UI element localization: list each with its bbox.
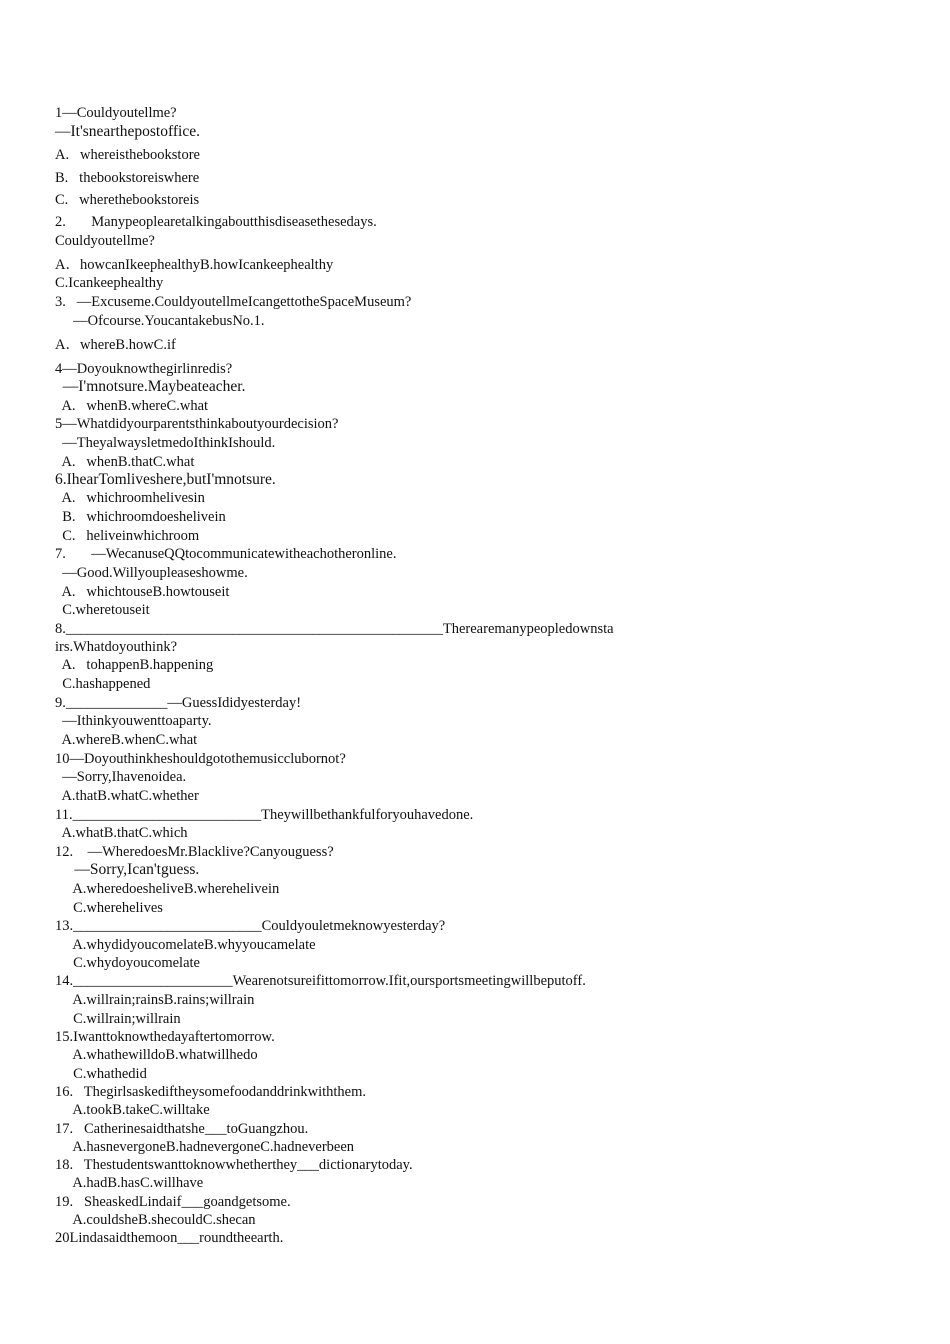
q12-option-c: C.wherehelives bbox=[55, 900, 163, 916]
q5-options: A. whenB.thatC.what bbox=[55, 454, 195, 470]
q6-option-c: C. heliveinwhichroom bbox=[55, 528, 200, 544]
q11-options: A.whatB.thatC.which bbox=[55, 825, 188, 841]
q8-options-ab: A. tohappenB.happening bbox=[55, 657, 214, 673]
q6-question: 6.IhearTomliveshere,butI'mnotsure. bbox=[55, 471, 276, 488]
q13-option-c: C.whydoyoucomelate bbox=[55, 955, 200, 971]
q2-question-cont: Couldyoutellme? bbox=[55, 233, 155, 249]
q16-options: A.tookB.takeC.willtake bbox=[55, 1102, 210, 1118]
q19-question: 19. SheaskedLindaif___goandgetsome. bbox=[55, 1194, 291, 1210]
q12-reply: —Sorry,Ican'tguess. bbox=[55, 861, 200, 878]
q3-question: 3. —Excuseme.CouldyoutellmeIcangettotheSpaceMuseum? bbox=[55, 294, 412, 310]
q1-option-b: B. thebookstoreiswhere bbox=[55, 170, 200, 186]
q13-options-ab: A.whydidyoucomelateB.whyyoucamelate bbox=[55, 937, 316, 953]
q17-question: 17. Catherinesaidthatshe___toGuangzhou. bbox=[55, 1121, 309, 1137]
q2-options-ab: A．howcanIkeephealthyB.howIcankeephealthy bbox=[55, 257, 334, 273]
q8-option-c: C.hashappened bbox=[55, 676, 151, 692]
q14-option-c: C.willrain;willrain bbox=[55, 1011, 181, 1027]
q9-question: 9.______________—GuessIdidyesterday! bbox=[55, 695, 302, 711]
q20-question: 20Lindasaidthemoon___roundtheearth. bbox=[55, 1230, 284, 1246]
q18-question: 18. Thestudentswanttoknowwhetherthey___dictionarytoday. bbox=[55, 1157, 413, 1173]
q10-question: 10—Doyouthinkheshouldgotothemusicclubornot? bbox=[55, 751, 346, 767]
q13-question: 13.__________________________Couldyouletmeknowyesterday? bbox=[55, 918, 446, 934]
q5-question: 5—Whatdidyourparentsthinkaboutyourdecision? bbox=[55, 416, 339, 432]
q11-question: 11.__________________________Theywillbethankfulforyouhavedone. bbox=[55, 807, 474, 823]
q8-question: 8.____________________________________________________Therearemanypeopledownsta bbox=[55, 621, 614, 637]
q6-option-a: A. whichroomhelivesin bbox=[55, 490, 205, 506]
q16-question: 16. Thegirlsaskediftheysomefoodanddrinkwiththem. bbox=[55, 1084, 367, 1100]
q5-reply: —TheyalwaysletmedoIthinkIshould. bbox=[55, 435, 276, 451]
q7-reply: —Good.Willyoupleaseshowme. bbox=[55, 565, 248, 581]
q9-options: A.whereB.whenC.what bbox=[55, 732, 198, 748]
q1-question: 1—Couldyoutellme? bbox=[55, 105, 177, 121]
q12-question: 12. —WheredoesMr.Blacklive?Canyouguess? bbox=[55, 844, 334, 860]
q8-question-cont: irs.Whatdoyouthink? bbox=[55, 639, 178, 655]
q2-option-c: C.Icankeephealthy bbox=[55, 275, 164, 291]
q18-options: A.hadB.hasC.willhave bbox=[55, 1175, 204, 1191]
q4-reply: —I'mnotsure.Maybeateacher. bbox=[55, 378, 246, 395]
q1-answer-line: —It'snearthepostoffice. bbox=[55, 123, 200, 140]
q7-question: 7. —WecanuseQQtocommunicatewitheachotheronline. bbox=[55, 546, 397, 562]
q17-options: A.hasnevergoneB.hadnevergoneC.hadneverbeen bbox=[55, 1139, 355, 1155]
q15-question: 15.Iwanttoknowthedayaftertomorrow. bbox=[55, 1029, 275, 1045]
q14-question: 14.______________________Wearenotsureifittomorrow.Ifit,oursportsmeetingwillbeputoff. bbox=[55, 973, 586, 989]
q14-options-ab: A.willrain;rainsB.rains;willrain bbox=[55, 992, 255, 1008]
q12-options-ab: A.wheredoesheliveB.wherehelivein bbox=[55, 881, 280, 897]
q10-options: A.thatB.whatC.whether bbox=[55, 788, 199, 804]
q4-options: A. whenB.whereC.what bbox=[55, 398, 209, 414]
q6-option-b: B. whichroomdoeshelivein bbox=[55, 509, 226, 525]
q7-option-c: C.wheretouseit bbox=[55, 602, 150, 618]
q10-reply: —Sorry,Ihavenoidea. bbox=[55, 769, 187, 785]
q2-question: 2. Manypeoplearetalkingaboutthisdiseasethesedays. bbox=[55, 214, 377, 230]
q15-option-c: C.whathedid bbox=[55, 1066, 147, 1082]
q7-options-ab: A. whichtouseB.howtouseit bbox=[55, 584, 230, 600]
q3-options: A．whereB.howC.if bbox=[55, 337, 176, 353]
q4-question: 4—Doyouknowthegirlinredis? bbox=[55, 361, 233, 377]
q9-reply: —Ithinkyouwenttoaparty. bbox=[55, 713, 212, 729]
q3-reply: —Ofcourse.YoucantakebusNo.1. bbox=[55, 313, 265, 329]
q1-option-a: A. whereisthebookstore bbox=[55, 147, 200, 163]
q19-options: A.couldsheB.shecouldC.shecan bbox=[55, 1212, 256, 1228]
q1-option-c: C. wherethebookstoreis bbox=[55, 192, 200, 208]
q15-options-ab: A.whathewilldoB.whatwillhedo bbox=[55, 1047, 258, 1063]
